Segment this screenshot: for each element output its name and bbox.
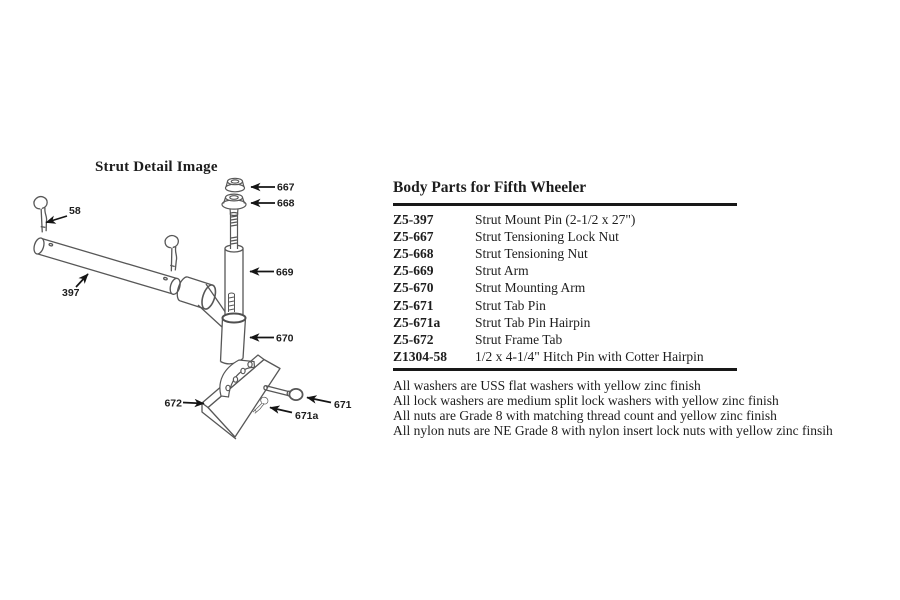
part-description: Strut Mounting Arm	[475, 280, 586, 296]
part-description: Strut Tensioning Lock Nut	[475, 228, 619, 244]
table-row	[393, 262, 873, 279]
callout-669-label: 669	[276, 266, 294, 279]
table-row	[393, 297, 873, 314]
callout-667-label: 667	[277, 181, 295, 194]
table-row	[393, 348, 873, 365]
table-top-rule	[393, 203, 737, 206]
strut-mounting-arm-drawing	[221, 318, 246, 364]
part-description: Strut Mount Pin (2-1/2 x 27")	[475, 211, 636, 227]
callout-668-label: 668	[277, 197, 295, 210]
strut-arm-drawing	[223, 245, 246, 323]
parts-table-title: Body Parts for Fifth Wheeler	[393, 179, 587, 196]
part-number: Z5-671	[393, 297, 434, 313]
strut-mount-pin-drawing	[32, 237, 182, 296]
part-description: Strut Tab Pin	[475, 297, 546, 313]
callout-670-label: 670	[276, 332, 294, 345]
table-row	[393, 211, 873, 228]
table-bottom-rule	[393, 368, 737, 371]
callout-671a-label: 671a	[295, 410, 319, 422]
strut-diagram	[25, 155, 385, 455]
callout-58-label: 58	[69, 205, 81, 217]
table-row	[393, 245, 873, 262]
callout-671-label: 671	[334, 399, 352, 411]
part-description: Strut Arm	[475, 263, 529, 279]
part-description: Strut Tensioning Nut	[475, 245, 588, 261]
arrow-671	[307, 398, 331, 403]
part-description: Strut Tab Pin Hairpin	[475, 314, 591, 330]
strut-tensioning-lock-nut-drawing	[226, 178, 245, 192]
note-line: All nylon nuts are NE Grade 8 with nylon insert lock nuts with yellow zinc finsih	[393, 423, 833, 439]
table-row	[393, 331, 873, 348]
part-number: Z5-671a	[393, 314, 441, 330]
note-line: All washers are USS flat washers with yellow zinc finish	[393, 377, 701, 393]
part-number: Z1304-58	[393, 349, 447, 365]
hitch-pin-hairpin-58-drawing	[33, 196, 52, 233]
arrow-397	[76, 274, 88, 287]
parts-table-rows	[393, 211, 873, 366]
part-number: Z5-668	[393, 245, 434, 261]
table-row	[393, 314, 873, 331]
table-row	[393, 279, 873, 296]
part-number: Z5-667	[393, 228, 434, 244]
part-number: Z5-669	[393, 263, 434, 279]
part-description: 1/2 x 4-1/4" Hitch Pin with Cotter Hairpin	[475, 349, 704, 365]
note-line: All lock washers are medium split lock washers with yellow zinc finish	[393, 392, 779, 408]
arrow-58	[46, 216, 67, 223]
mid-hairpin-drawing	[164, 235, 181, 272]
arrow-672	[183, 403, 204, 404]
callout-672-label: 672	[164, 397, 182, 410]
part-number: Z5-397	[393, 211, 434, 227]
diagram-title: Strut Detail Image	[95, 159, 218, 175]
tensioning-rod-drawing	[231, 212, 238, 249]
parts-table	[393, 179, 873, 438]
callout-397-label: 397	[62, 287, 80, 299]
hardware-notes	[393, 378, 873, 438]
strut-tensioning-nut-drawing	[222, 194, 246, 215]
part-description: Strut Frame Tab	[475, 331, 563, 347]
arrow-671a	[270, 408, 292, 413]
part-number: Z5-672	[393, 331, 434, 347]
note-line: All nuts are Grade 8 with matching thread count and yellow zinc finish	[393, 408, 777, 424]
strut-tab-pin-drawing	[264, 386, 303, 400]
table-row	[393, 228, 873, 245]
part-number: Z5-670	[393, 280, 434, 296]
